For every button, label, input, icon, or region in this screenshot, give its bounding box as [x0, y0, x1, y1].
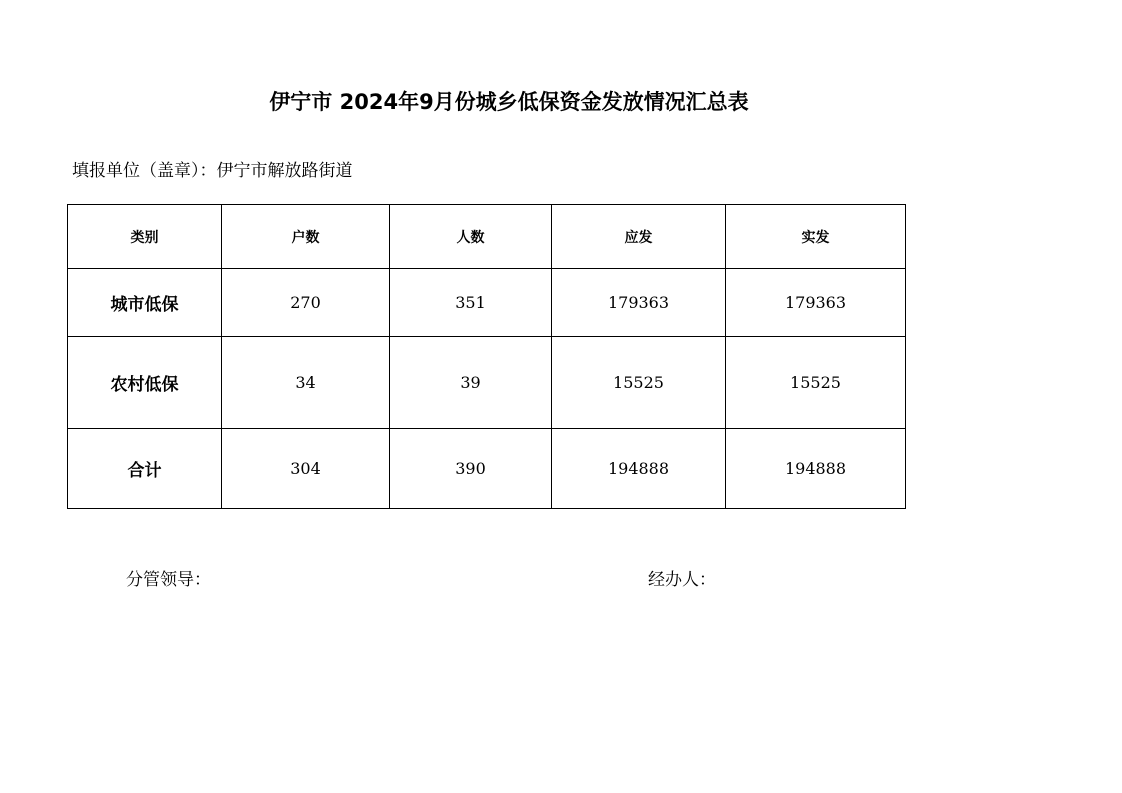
table-header-row [68, 205, 906, 269]
header-households: 户数 [222, 205, 390, 269]
cell-persons: 390 [390, 429, 552, 509]
header-payable: 应发 [552, 205, 726, 269]
table-row [68, 337, 906, 429]
summary-table [67, 204, 906, 509]
cell-persons: 351 [390, 269, 552, 337]
table-row [68, 429, 906, 509]
header-category: 类别 [68, 205, 222, 269]
cell-payable: 15525 [552, 337, 726, 429]
cell-households: 304 [222, 429, 390, 509]
cell-paid: 194888 [726, 429, 906, 509]
leader-signature-label: 分管领导： [126, 570, 211, 590]
cell-paid: 179363 [726, 269, 906, 337]
table-row [68, 269, 906, 337]
cell-payable: 179363 [552, 269, 726, 337]
cell-households: 270 [222, 269, 390, 337]
cell-households: 34 [222, 337, 390, 429]
row-label: 合计 [68, 429, 222, 509]
row-label: 农村低保 [68, 337, 222, 429]
cell-paid: 15525 [726, 337, 906, 429]
cell-payable: 194888 [552, 429, 726, 509]
handler-signature-label: 经办人： [648, 570, 716, 590]
org-line: 填报单位（盖章）：伊宁市解放路街道 [72, 161, 353, 181]
header-paid: 实发 [726, 205, 906, 269]
header-persons: 人数 [390, 205, 552, 269]
document-title: 伊宁市 2024年9月份城乡低保资金发放情况汇总表 [269, 90, 749, 114]
cell-persons: 39 [390, 337, 552, 429]
row-label: 城市低保 [68, 269, 222, 337]
